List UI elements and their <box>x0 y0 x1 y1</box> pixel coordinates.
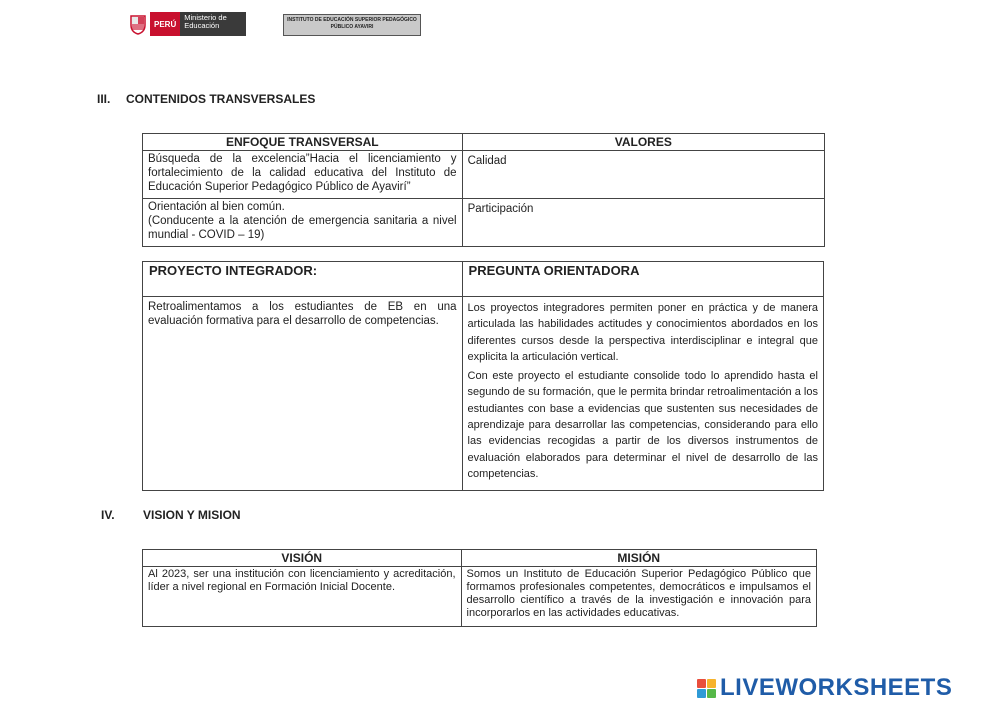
proyecto-cell: Retroalimentamos a los estudiantes de EB en una evaluación formativa para el desarrollo de competencias. <box>143 297 463 491</box>
mision-cell: Somos un Instituto de Educación Superior Pedagógico Público que formamos profesionales competentes, democráticos e impulsamos el desarrollo científico a través de la investigación e innovación para incorporarlos en las actividades educativas. <box>461 567 816 627</box>
section-title: VISION Y MISION <box>143 508 241 522</box>
column-header: PROYECTO INTEGRADOR: <box>143 262 463 297</box>
column-header: MISIÓN <box>461 550 816 567</box>
vision-mision-table <box>142 549 817 627</box>
column-header: ENFOQUE TRANSVERSAL <box>143 134 463 151</box>
country-label: PERÚ <box>150 12 180 36</box>
enfoque-cell: Búsqueda de la excelencia”Hacia el licenciamiento y fortalecimiento de la calidad educativa del Instituto de Educación Superior Pedagógico Público de Ayavirí” <box>143 151 463 199</box>
pregunta-paragraph: Los proyectos integradores permiten poner en práctica y de manera articulada las habilidades actitudes y conocimientos abordados en los diferentes cursos desde la perspectiva interdisciplinar e integral que explicita la articulación vertical. <box>467 302 818 363</box>
brand-name: LIVEWORKSHEETS <box>720 674 953 701</box>
ministry-label: Ministerio de Educación <box>180 12 246 36</box>
column-header: VALORES <box>462 134 824 151</box>
institute-label: INSTITUTO DE EDUCACIÓN SUPERIOR PEDAGÓGICO PÚBLICO AYAVIRI <box>283 14 421 36</box>
project-table <box>142 261 824 491</box>
valor-cell: Calidad <box>462 151 824 199</box>
section-number: IV. <box>101 508 115 522</box>
section-title: CONTENIDOS TRANSVERSALES <box>126 92 316 106</box>
transversal-table <box>142 133 825 247</box>
valor-cell: Participación <box>462 199 824 247</box>
pregunta-cell <box>462 297 823 491</box>
government-logo <box>126 12 246 36</box>
enfoque-line: (Conducente a la atención de emergencia sanitaria a nivel mundial - COVID – 19) <box>148 215 457 241</box>
enfoque-line: Orientación al bien común. <box>148 201 285 213</box>
coat-of-arms-icon <box>126 12 150 36</box>
column-header: VISIÓN <box>143 550 462 567</box>
brand-squares-icon <box>697 679 716 698</box>
liveworksheets-logo <box>697 674 952 702</box>
section-number: III. <box>97 92 111 106</box>
column-header: PREGUNTA ORIENTADORA <box>462 262 823 297</box>
pregunta-paragraph: Con este proyecto el estudiante consolide todo lo aprendido hasta el segundo de su formación, que le permita brindar retroalimentación a los estudiantes con base a evidencias que sustenten sus necesidades de aprendizaje para desarrollar las competencias, considerando para ello las evidencias recogidas a partir de los diversos instrumentos de evaluación elaborados para determinar el nivel de desarrollo de las competencias. <box>467 370 818 480</box>
vision-cell: Al 2023, ser una institución con licenciamiento y acreditación, líder a nivel regional en Formación Inicial Docente. <box>143 567 462 627</box>
enfoque-cell <box>143 199 463 247</box>
